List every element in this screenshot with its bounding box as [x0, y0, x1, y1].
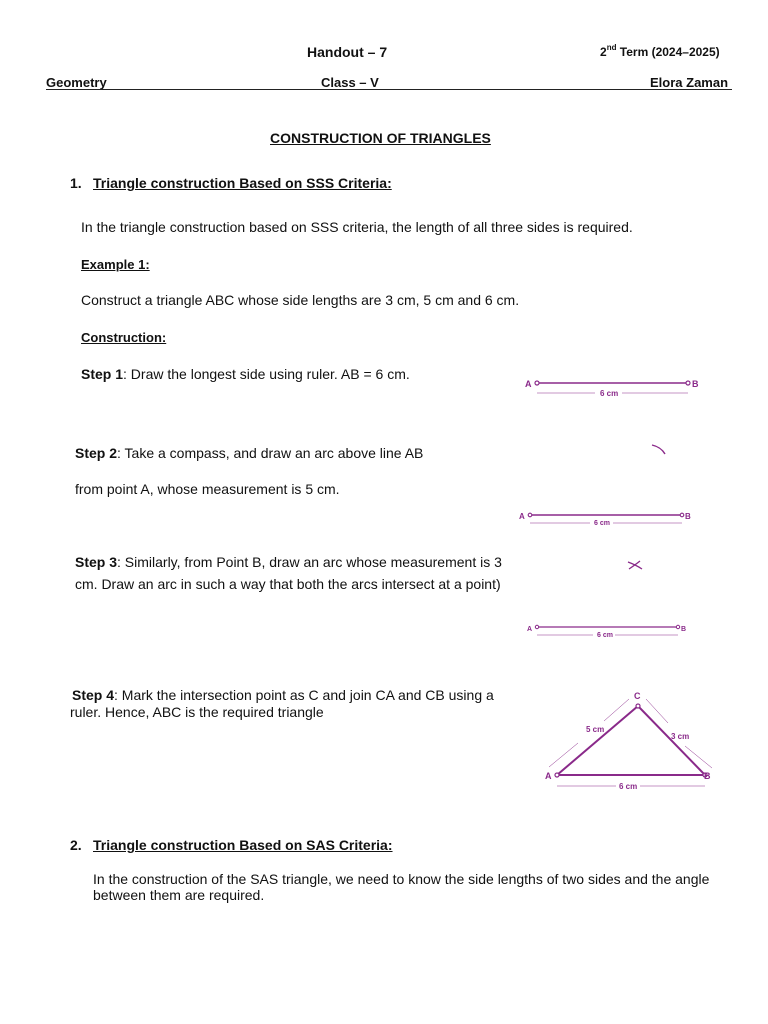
step3-text: Step 3: Similarly, from Point B, draw an arc whose measurement is 3: [75, 554, 502, 570]
class-label: Class – V: [321, 75, 379, 90]
bc-length-label: 3 cm: [671, 732, 690, 741]
ab-length-label: 6 cm: [600, 389, 619, 398]
point-c-label: C: [634, 691, 641, 701]
ac-length-label: 5 cm: [586, 725, 605, 734]
step2-figure: [515, 433, 710, 528]
header-rule: [46, 89, 732, 90]
section2-heading: Triangle construction Based on SAS Criteria:: [93, 837, 393, 853]
term-label: 2nd Term (2024–2025): [600, 43, 720, 59]
point-a-label: A: [545, 771, 552, 781]
point-c: [636, 704, 640, 708]
arc-from-a: [652, 445, 665, 454]
arc-from-b: [629, 561, 640, 569]
point-a: [535, 381, 539, 385]
section1-heading: Triangle construction Based on SSS Criteria:: [93, 175, 392, 191]
example-text: Construct a triangle ABC whose side lengths are 3 cm, 5 cm and 6 cm.: [81, 292, 520, 308]
point-a: [555, 773, 559, 777]
step1-figure: [520, 372, 710, 402]
section1-number: 1.: [70, 175, 82, 191]
point-b-label: B: [681, 626, 687, 633]
ab-length-label: 6 cm: [594, 520, 610, 527]
point-b-label: B: [692, 379, 699, 389]
point-a-label: A: [519, 512, 525, 521]
subject-label: Geometry: [46, 75, 107, 90]
page-title: CONSTRUCTION OF TRIANGLES: [270, 130, 491, 146]
teacher-name: Elora Zaman: [650, 75, 729, 90]
point-b-label: B: [704, 771, 711, 781]
step3-text-cont: cm. Draw an arc in such a way that both the arcs intersect at a point): [75, 576, 501, 592]
step4-text: Step 4: Mark the intersection point as C and join CA and CB using a: [72, 687, 494, 703]
section2-intro: In the construction of the SAS triangle, we need to know the side lengths of two sides and the angle between them are required.: [93, 871, 710, 903]
step4-text-cont: ruler. Hence, ABC is the required triangle: [70, 704, 324, 720]
point-a-label: A: [525, 379, 532, 389]
handout-title: Handout – 7: [307, 44, 388, 60]
section2-number: 2.: [70, 837, 82, 853]
step1-text: Step 1: Draw the longest side using ruler. AB = 6 cm.: [81, 366, 410, 382]
construction-label: Construction:: [81, 330, 167, 345]
ab-length-label: 6 cm: [619, 782, 638, 791]
point-b: [680, 513, 684, 517]
point-b-label: B: [685, 512, 691, 521]
point-a-label: A: [527, 626, 533, 633]
step2-text: Step 2: Take a compass, and draw an arc above line AB: [75, 445, 424, 461]
section1-intro: In the triangle construction based on SSS criteria, the length of all three sides is required.: [81, 219, 633, 235]
step2-text-cont: from point A, whose measurement is 5 cm.: [75, 481, 340, 497]
ab-length-label: 6 cm: [597, 632, 613, 639]
step3-figure: [523, 555, 703, 640]
point-a: [528, 513, 532, 517]
example-label: Example 1:: [81, 257, 150, 272]
point-b: [686, 381, 690, 385]
step4-figure: [540, 688, 720, 798]
